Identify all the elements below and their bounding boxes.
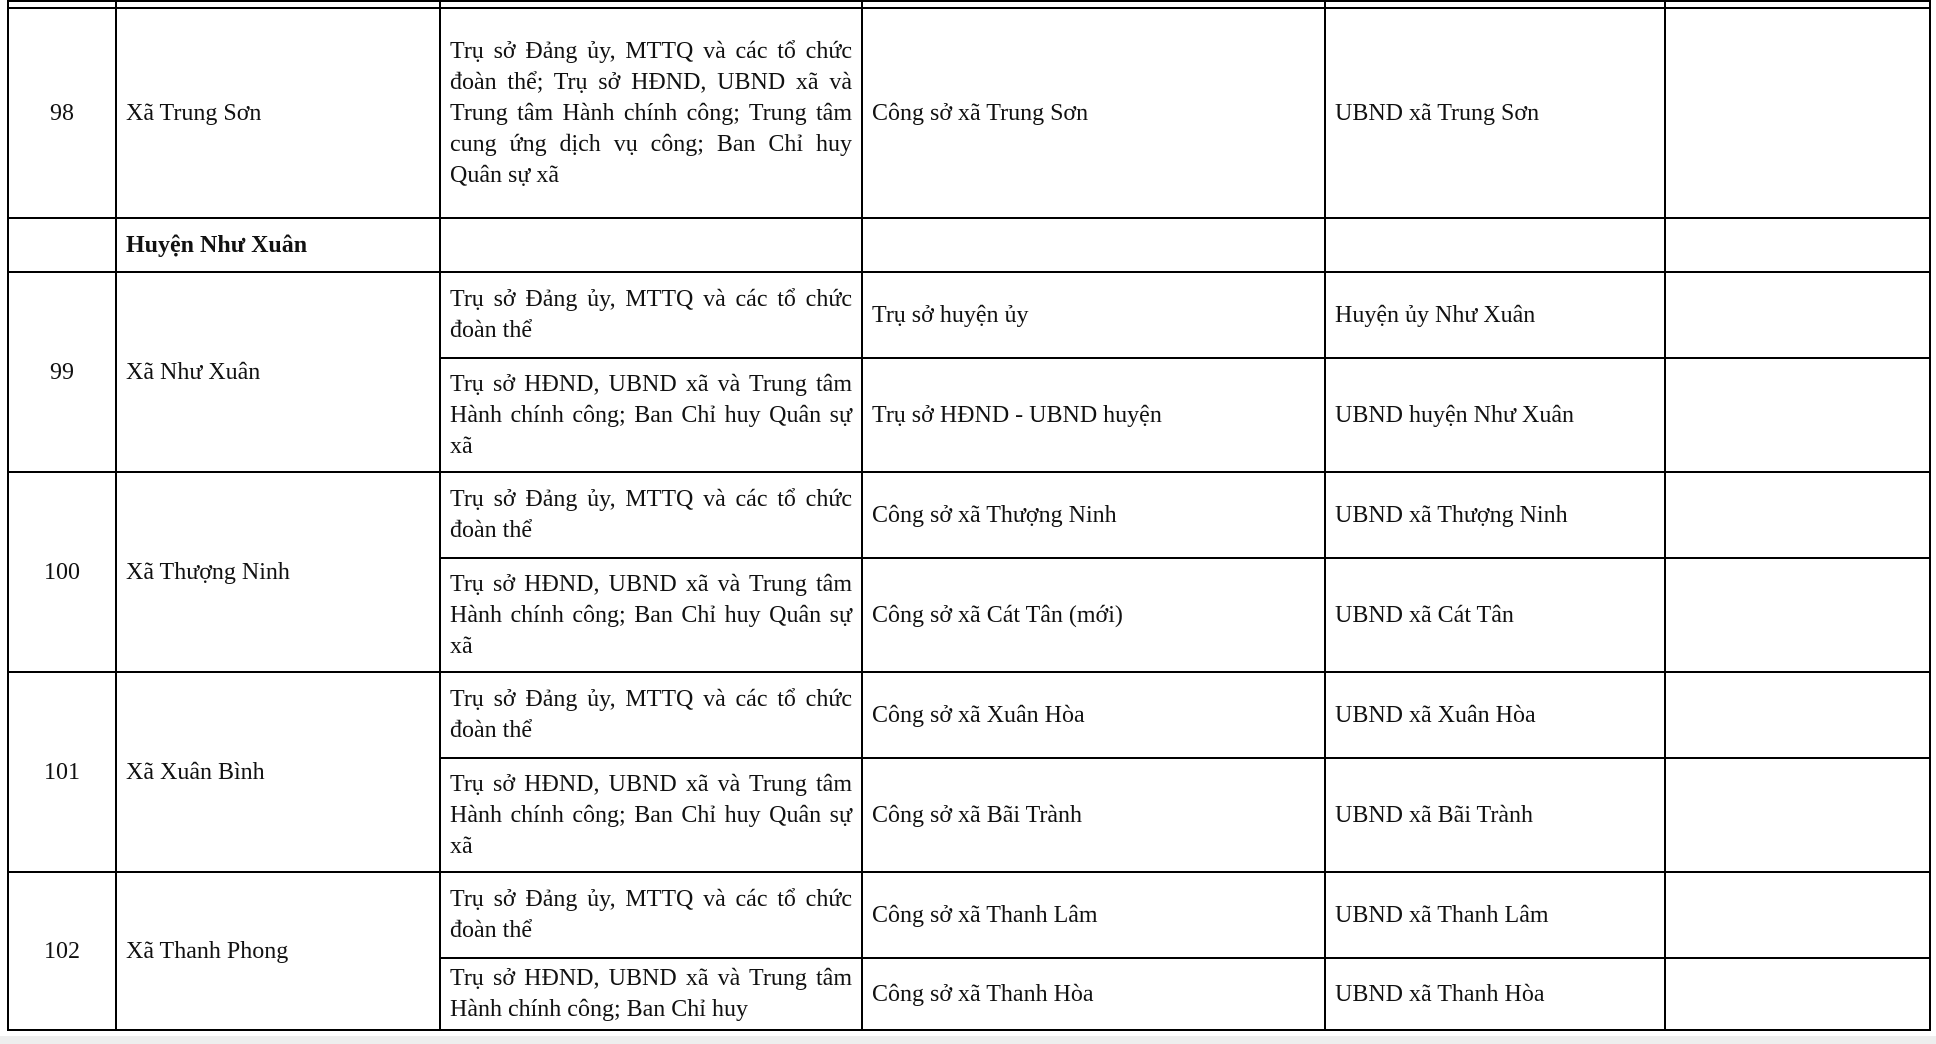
new-location: Công sở xã Thanh Lâm: [862, 872, 1325, 958]
managing-unit: UBND xã Cát Tân: [1325, 558, 1665, 672]
commune-name: Xã Như Xuân: [116, 272, 440, 472]
notes-cell: [1665, 272, 1930, 358]
notes-cell: [1665, 872, 1930, 958]
managing-unit: UBND xã Thanh Hòa: [1325, 958, 1665, 1030]
row-number: 102: [8, 872, 116, 1030]
commune-name: Xã Thanh Phong: [116, 872, 440, 1030]
new-location: Công sở xã Bãi Trành: [862, 758, 1325, 872]
notes-cell: [1665, 472, 1930, 558]
table-cell: [1665, 218, 1930, 272]
managing-unit: UBND xã Thanh Lâm: [1325, 872, 1665, 958]
commune-name: Xã Trung Sơn: [116, 8, 440, 218]
table-cell: [440, 1, 862, 8]
page-bottom-strip: [0, 1036, 1936, 1044]
row-number: 100: [8, 472, 116, 672]
table-cell: [8, 1, 116, 8]
new-location: Công sở xã Xuân Hòa: [862, 672, 1325, 758]
table-cell: [1325, 1, 1665, 8]
table-row: [8, 272, 1930, 358]
commune-name: Xã Thượng Ninh: [116, 472, 440, 672]
row-number: 98: [8, 8, 116, 218]
table-row-previous-tail: [8, 1, 1930, 8]
notes-cell: [1665, 958, 1930, 1030]
table-cell: [116, 1, 440, 8]
table-row: [8, 8, 1930, 218]
office-description: Trụ sở HĐND, UBND xã và Trung tâm Hành chính công; Ban Chỉ huy: [440, 958, 862, 1030]
office-description: Trụ sở Đảng ủy, MTTQ và các tổ chức đoàn thể: [440, 872, 862, 958]
district-group-row: [8, 218, 1930, 272]
notes-cell: [1665, 8, 1930, 218]
managing-unit: UBND xã Trung Sơn: [1325, 8, 1665, 218]
office-description: Trụ sở HĐND, UBND xã và Trung tâm Hành chính công; Ban Chỉ huy Quân sự xã: [440, 758, 862, 872]
office-description: Trụ sở Đảng ủy, MTTQ và các tổ chức đoàn thể; Trụ sở HĐND, UBND xã và Trung tâm Hành chính công; Trung tâm cung ứng dịch vụ công; Ban Chỉ huy Quân sự xã: [440, 8, 862, 218]
table-row: [8, 672, 1930, 758]
notes-cell: [1665, 758, 1930, 872]
table-cell: [8, 218, 116, 272]
new-location: Công sở xã Trung Sơn: [862, 8, 1325, 218]
table-row: [8, 872, 1930, 958]
row-number: 101: [8, 672, 116, 872]
table-cell: [862, 1, 1325, 8]
new-location: Trụ sở huyện ủy: [862, 272, 1325, 358]
managing-unit: UBND xã Xuân Hòa: [1325, 672, 1665, 758]
office-description: Trụ sở Đảng ủy, MTTQ và các tổ chức đoàn thể: [440, 472, 862, 558]
commune-name: Xã Xuân Bình: [116, 672, 440, 872]
district-title: Huyện Như Xuân: [116, 218, 440, 272]
table-cell: [1325, 218, 1665, 272]
new-location: Trụ sở HĐND - UBND huyện: [862, 358, 1325, 472]
notes-cell: [1665, 672, 1930, 758]
notes-cell: [1665, 558, 1930, 672]
new-location: Công sở xã Thanh Hòa: [862, 958, 1325, 1030]
document-table: [7, 0, 1931, 1031]
new-location: Công sở xã Cát Tân (mới): [862, 558, 1325, 672]
table-cell: [862, 218, 1325, 272]
notes-cell: [1665, 358, 1930, 472]
managing-unit: Huyện ủy Như Xuân: [1325, 272, 1665, 358]
managing-unit: UBND huyện Như Xuân: [1325, 358, 1665, 472]
office-description: Trụ sở HĐND, UBND xã và Trung tâm Hành chính công; Ban Chỉ huy Quân sự xã: [440, 558, 862, 672]
managing-unit: UBND xã Bãi Trành: [1325, 758, 1665, 872]
table-row: [8, 472, 1930, 558]
table-cell: [440, 218, 862, 272]
office-description: Trụ sở Đảng ủy, MTTQ và các tổ chức đoàn thể: [440, 672, 862, 758]
table-cell: [1665, 1, 1930, 8]
office-description: Trụ sở HĐND, UBND xã và Trung tâm Hành chính công; Ban Chỉ huy Quân sự xã: [440, 358, 862, 472]
managing-unit: UBND xã Thượng Ninh: [1325, 472, 1665, 558]
office-description: Trụ sở Đảng ủy, MTTQ và các tổ chức đoàn thể: [440, 272, 862, 358]
new-location: Công sở xã Thượng Ninh: [862, 472, 1325, 558]
row-number: 99: [8, 272, 116, 472]
